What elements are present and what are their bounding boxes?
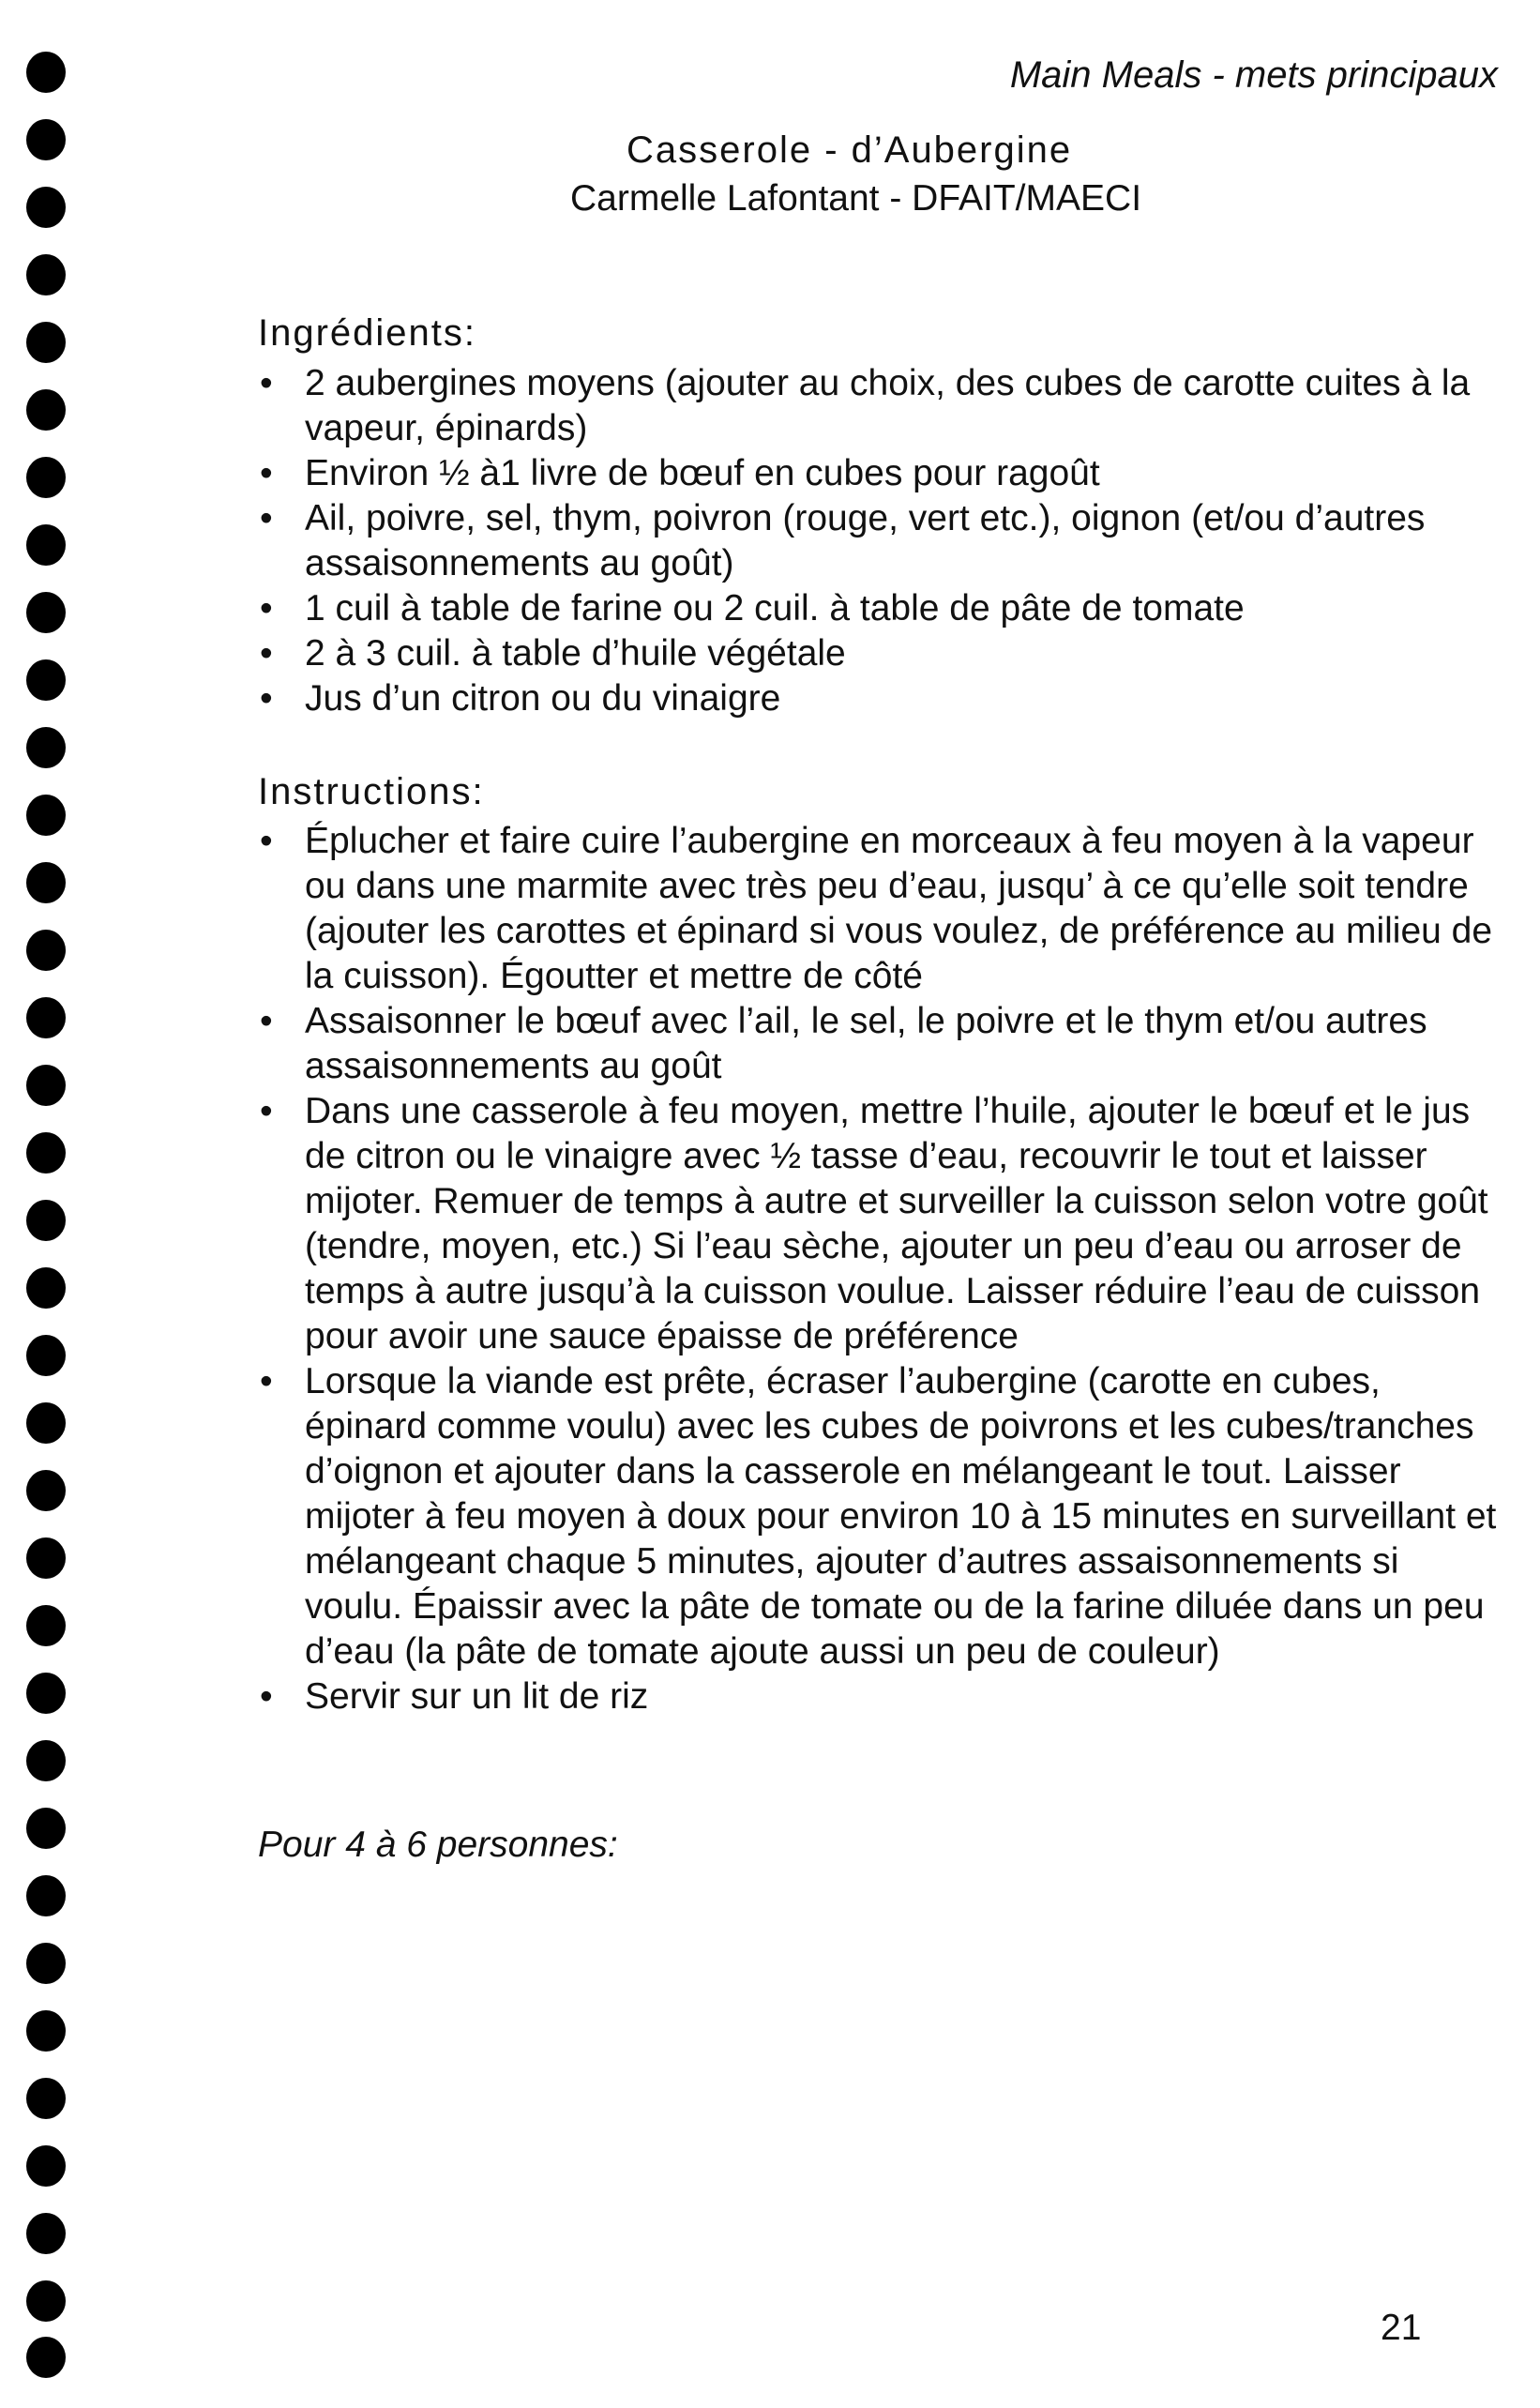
ingredient-item: • Environ ½ à1 livre de bœuf en cubes pour ragoût	[258, 451, 1505, 496]
ingredient-item: • 2 à 3 cuil. à table d’huile végétale	[258, 631, 1505, 676]
binding-hole	[26, 2280, 66, 2322]
binding-hole	[26, 2010, 66, 2052]
recipe-author: Carmelle Lafontant - DFAIT/MAECI	[570, 178, 1142, 219]
binding-hole	[26, 1740, 66, 1781]
binding-hole	[26, 1267, 66, 1309]
instructions-heading: Instructions:	[258, 771, 485, 812]
binding-hole	[26, 659, 66, 701]
binding-hole	[26, 1470, 66, 1511]
ingredient-item: • 1 cuil à table de farine ou 2 cuil. à table de pâte de tomate	[258, 586, 1505, 631]
binding-hole	[26, 1132, 66, 1174]
binding-hole	[26, 997, 66, 1038]
servings-note: Pour 4 à 6 personnes:	[258, 1825, 618, 1865]
binding-hole	[26, 930, 66, 971]
binding-hole	[26, 862, 66, 903]
binding-hole	[26, 457, 66, 498]
binding-hole	[26, 727, 66, 768]
binding-hole	[26, 795, 66, 836]
page-number: 21	[1381, 2308, 1422, 2348]
binding-hole	[26, 119, 66, 160]
binding-hole	[26, 52, 66, 93]
binding-hole	[26, 1875, 66, 1916]
binding-hole	[26, 1200, 66, 1241]
spiral-binding	[26, 52, 75, 2378]
binding-hole	[26, 592, 66, 633]
instruction-step: • Servir sur un lit de riz	[258, 1674, 1505, 1719]
binding-hole	[26, 187, 66, 228]
binding-hole	[26, 1808, 66, 1849]
section-header: Main Meals - mets principaux	[1009, 54, 1498, 96]
binding-hole	[26, 389, 66, 431]
binding-hole	[26, 524, 66, 566]
binding-hole	[26, 2337, 66, 2378]
instruction-step: • Lorsque la viande est prête, écraser l’aubergine (carotte en cubes, épinard comme voulu) avec les cubes de poivrons et les cubes/tranches d’oignon et ajouter dans la casserole en mélangeant le tout. Laisser mijoter à feu moyen à doux pour environ 10 à 15 minutes en surveillant et mélangeant chaque 5 minutes, ajouter d’autres assaisonnements si voulu. Épaissir avec la pâte de tomate ou de la farine diluée dans un peu d’eau (la pâte de tomate ajoute aussi un peu de couleur)	[258, 1359, 1505, 1674]
binding-hole	[26, 1673, 66, 1714]
binding-hole	[26, 1335, 66, 1376]
instruction-step: • Dans une casserole à feu moyen, mettre l’huile, ajouter le bœuf et le jus de citron ou le vinaigre avec ½ tasse d’eau, recouvrir le tout et laisser mijoter. Remuer de temps à autre et surveiller la cuisson selon votre goût (tendre, moyen, etc.) Si l’eau sèche, ajouter un peu d’eau ou arroser de temps à autre jusqu’à la cuisson voulue. Laisser réduire l’eau de cuisson pour avoir une sauce épaisse de préférence	[258, 1089, 1505, 1359]
binding-hole	[26, 2145, 66, 2187]
binding-hole	[26, 1402, 66, 1444]
binding-hole	[26, 1065, 66, 1106]
ingredient-item: • 2 aubergines moyens (ajouter au choix, des cubes de carotte cuites à la vapeur, épinards)	[258, 361, 1505, 451]
binding-hole	[26, 254, 66, 295]
binding-hole	[26, 1537, 66, 1579]
ingredients-list	[258, 361, 1505, 721]
binding-hole	[26, 2213, 66, 2254]
binding-hole	[26, 1943, 66, 1984]
ingredient-item: • Ail, poivre, sel, thym, poivron (rouge, vert etc.), oignon (et/ou d’autres assaisonnements au goût)	[258, 496, 1505, 586]
recipe-title: Casserole - d’Aubergine	[627, 129, 1073, 171]
instruction-step: • Éplucher et faire cuire l’aubergine en morceaux à feu moyen à la vapeur ou dans une marmite avec très peu d’eau, jusqu’ à ce qu’elle soit tendre (ajouter les carottes et épinard si vous voulez, de préférence au milieu de la cuisson). Égoutter et mettre de côté	[258, 819, 1505, 999]
binding-hole	[26, 2078, 66, 2119]
instruction-step: • Assaisonner le bœuf avec l’ail, le sel, le poivre et le thym et/ou autres assaisonnements au goût	[258, 999, 1505, 1089]
binding-hole	[26, 1605, 66, 1646]
ingredients-heading: Ingrédients:	[258, 312, 477, 354]
binding-hole	[26, 322, 66, 363]
instructions-list	[258, 819, 1505, 1719]
ingredient-item: • Jus d’un citron ou du vinaigre	[258, 676, 1505, 721]
